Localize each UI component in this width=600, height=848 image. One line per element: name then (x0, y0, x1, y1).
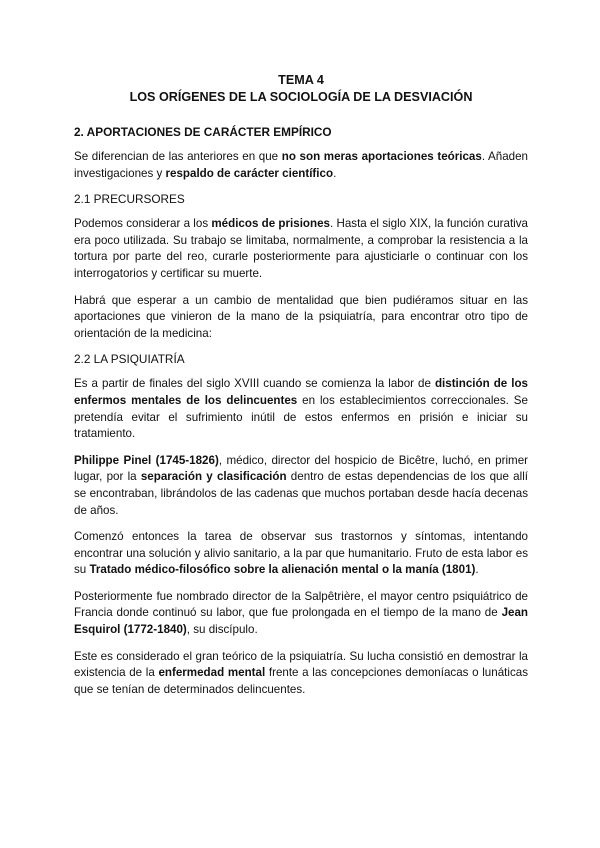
paragraph-cambio-mentalidad: Habrá que esperar a un cambio de mentalidad que bien pudiéramos situar en las aportaciones que vinieron de la mano de la psiquiatría, para encontrar otro tipo de orientación de la medicina: (74, 293, 528, 340)
subheading-psiquiatria: 2.2 LA PSIQUIATRÍA (74, 352, 185, 367)
paragraph-tratado: Comenzó entonces la tarea de observar sus trastornos y síntomas, intentando encontrar una solución y alivio sanitario, a la par que humanitario. Fruto de esta labor es su Tratado médico-filosófico sobre la alienación mental o la manía (1801). (74, 530, 528, 577)
document-title (74, 72, 528, 106)
paragraph-salpetriere: Posteriormente fue nombrado director de la Salpêtrière, el mayor centro psiquiátrico de Francia donde continuó su labor, que fue prolongada en el tiempo de la mano de Jean Esquirol (1772-1840), su discípulo. (74, 589, 528, 637)
title-line-2: LOS ORÍGENES DE LA SOCIOLOGÍA DE LA DESVIACIÓN (129, 90, 473, 104)
intro-paragraph: Se diferencian de las anteriores en que no son meras aportaciones teóricas. Añaden investigaciones y respaldo de carácter científico. (74, 150, 529, 180)
paragraph-teorico: Este es considerado el gran teórico de la psiquiatría. Su lucha consistió en demostrar la existencia de la enfermedad mental frente a las concepciones demoníacas o lunáticas que se tenían de determinados delincuentes. (74, 649, 528, 696)
subheading-precursores: 2.1 PRECURSORES (74, 192, 185, 207)
paragraph-medicos-prisiones: Podemos considerar a los médicos de prisiones. Hasta el siglo XIX, la función curativa era poco utilizada. Su trabajo se limitaba, normalmente, a comprobar la resistencia a la tortura por parte del reo, curarle posteriormente para ajusticiarle o continuar con los interrogatorios y certificar su muerte. (74, 217, 528, 280)
document-page (74, 72, 528, 708)
title-line-1: TEMA 4 (278, 73, 324, 87)
paragraph-distincion: Es a partir de finales del siglo XVIII cuando se comienza la labor de distinción de los enfermos mentales de los delincuentes en los establecimientos correccionales. Se pretendía evitar el sufrimiento inútil de estos enfermos en prisión e iniciar su tratamiento. (74, 377, 528, 441)
section-heading: 2. APORTACIONES DE CARÁCTER EMPÍRICO (74, 125, 332, 139)
paragraph-pinel: Philippe Pinel (1745-1826), médico, director del hospicio de Bicêtre, luchó, en primer lugar, por la separación y clasificación dentro de estas dependencias de los que allí se encontraban, librándolos de las cadenas que muchos portaban desde hacía decenas de años. (74, 453, 528, 517)
